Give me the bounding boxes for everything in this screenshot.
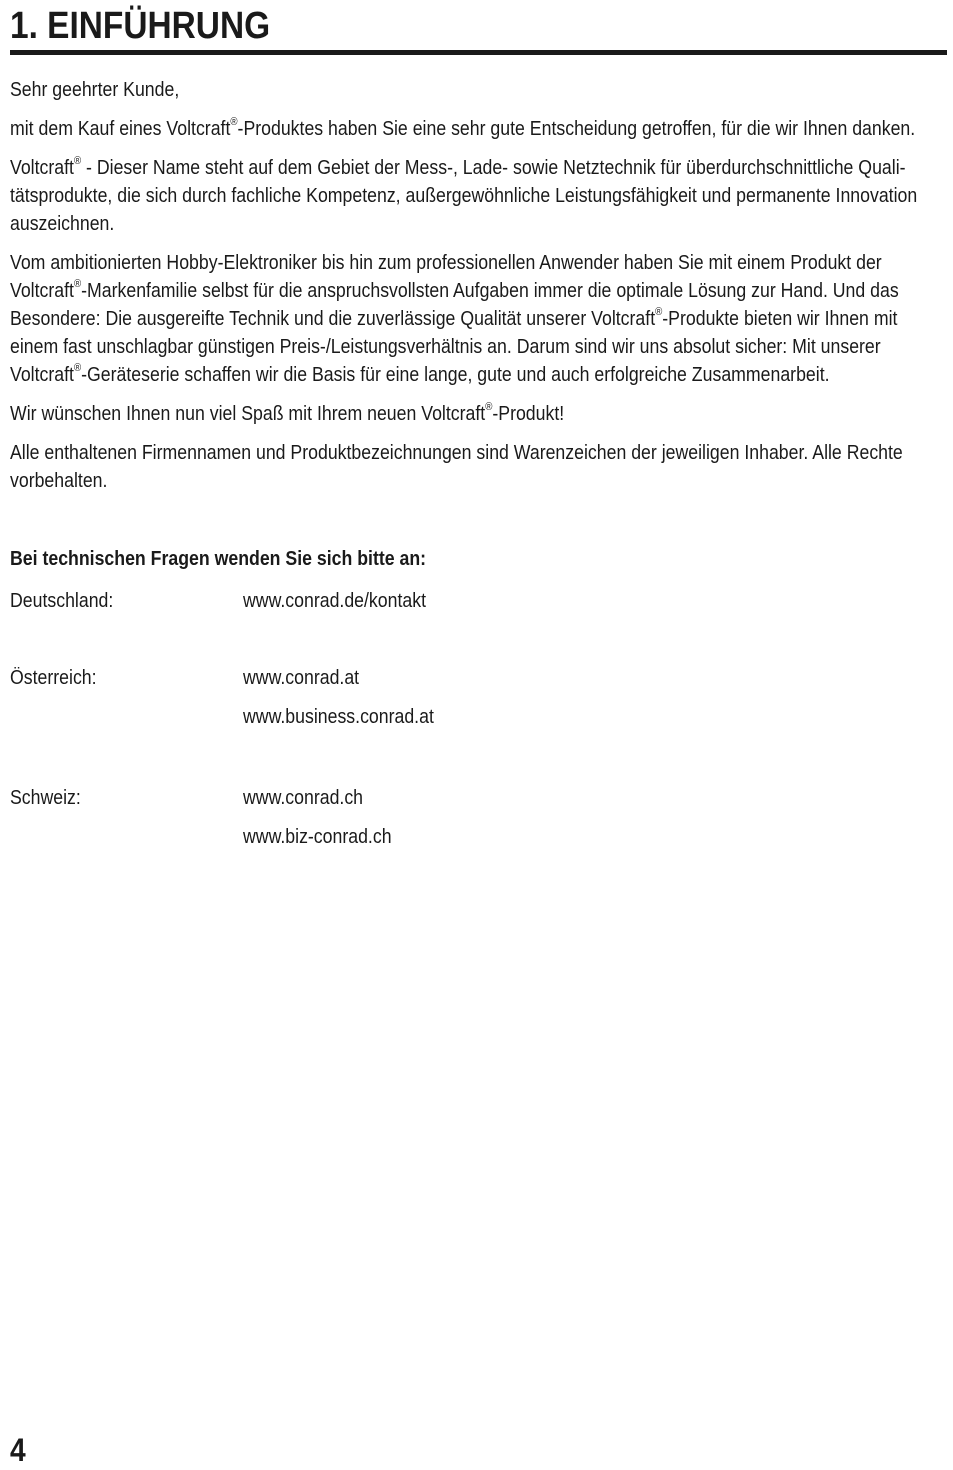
contact-link[interactable]: www.conrad.de/kontakt: [243, 590, 427, 612]
paragraph-trademarks: Alle enthaltenen Firmennamen und Produktbezeichnungen sind Warenzeichen der jeweiligen Inhaber. Alle Rechte vorbehalten.: [10, 442, 903, 492]
registered-mark: ®: [655, 306, 663, 319]
contact-link[interactable]: www.business.conrad.at: [243, 706, 434, 728]
paragraph3-part2: -Markenfamilie selbst für die anspruchsvollsten Aufgaben immer die optimale Lösung zur Hand. Und das Besondere: Die ausgereifte Technik und die zuverlässige Qualität unserer Voltcraft: [10, 280, 899, 330]
registered-mark: ®: [73, 278, 82, 291]
paragraph1-after: -Produktes haben Sie eine sehr gute Entscheidung getroffen, für die wir Ihnen danken.: [237, 118, 916, 140]
heading-rule: [10, 50, 947, 55]
contact-links: [243, 587, 450, 626]
paragraph3-part4: -Geräteserie schaffen wir die Basis für eine lange, gute und auch erfolgreiche Zusammenarbeit.: [81, 364, 830, 386]
paragraph4-after: -Produkt!: [492, 403, 565, 425]
greeting: Sehr geehrter Kunde,: [10, 79, 180, 101]
registered-mark: ®: [485, 401, 493, 414]
paragraph-brand-description: [10, 154, 950, 238]
country-label: Deutschland:: [10, 590, 114, 612]
paragraph2-before: Voltcraft: [10, 157, 74, 179]
registered-mark: ®: [73, 155, 82, 168]
paragraph4-before: Wir wünschen Ihnen nun viel Spaß mit Ihrem neuen Voltcraft: [10, 403, 486, 425]
paragraph2-after: - Dieser Name steht auf dem Gebiet der Mess-, Lade- sowie Netztechnik für überdurchschnittliche Quali-tätsprodukte, die sich durch fachliche Kompetenz, außergewöhnliche Leistungsfähigkeit und permanente Innovation auszeichnen.: [10, 157, 918, 235]
page-number: 4: [10, 1432, 26, 1468]
paragraph3-part3: -Produkte bieten wir Ihnen mit einem fast unschlagbar günstigen Preis-/Leistungsverhältnis an. Darum sind wir uns absolut sicher: Mit unserer Voltcraft: [10, 308, 898, 386]
paragraph-brand-family: [10, 249, 950, 389]
contact-title: Bei technischen Fragen wenden Sie sich bitte an:: [10, 548, 427, 570]
paragraph3-part1: Vom ambitionierten Hobby-Elektroniker bis hin zum professionellen Anwender haben Sie mit einem Produkt der Voltcraft: [10, 252, 882, 302]
contact-link[interactable]: www.conrad.at: [243, 667, 360, 689]
contact-links: [243, 784, 411, 862]
country-label: Schweiz:: [10, 787, 81, 809]
paragraph-purchase-thanks: [10, 115, 950, 143]
paragraph-wishes: [10, 400, 950, 428]
contact-links: [243, 664, 459, 742]
registered-mark: ®: [73, 362, 82, 375]
contact-link[interactable]: www.biz-conrad.ch: [243, 826, 392, 848]
paragraph1-before: mit dem Kauf eines Voltcraft: [10, 118, 231, 140]
registered-mark: ®: [230, 116, 238, 129]
country-label: Österreich:: [10, 667, 97, 689]
section-heading: 1. EINFÜHRUNG: [10, 5, 271, 47]
contact-link[interactable]: www.conrad.ch: [243, 787, 364, 809]
introduction-text: [10, 76, 950, 506]
